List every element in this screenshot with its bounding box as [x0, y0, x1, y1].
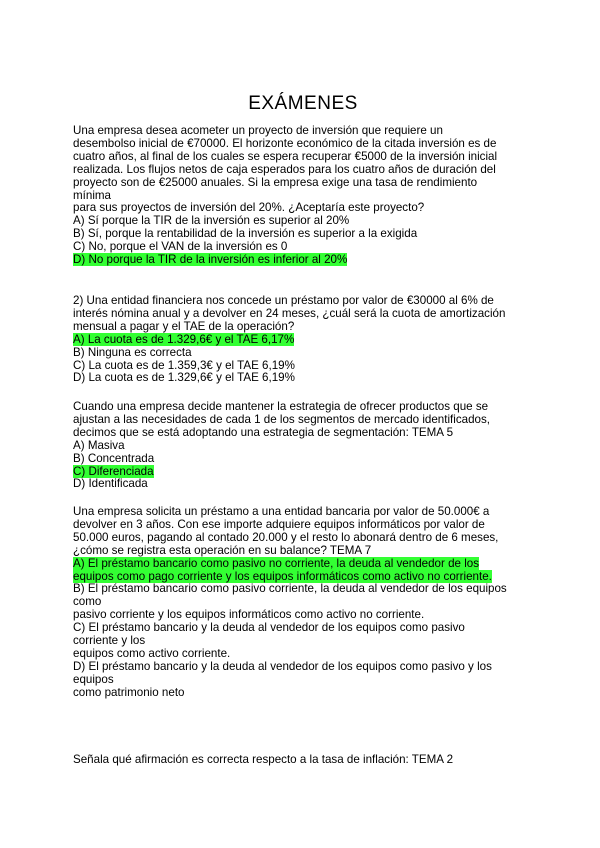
question-text-line: proyecto son de €25000 anuales. Si la empresa exige una tasa de rendimiento — [73, 175, 478, 189]
answer-option: equipos — [73, 672, 114, 686]
question-text-line: 2) Una entidad financiera nos concede un préstamo por valor de €30000 al 6% de — [73, 294, 494, 307]
question-text-line: ¿cómo se registra esta operación en su balance? TEMA 7 — [73, 543, 372, 557]
question-2 — [73, 295, 533, 385]
answer-option: B) El préstamo bancario como pasivo corriente, la deuda al vendedor de los equipos — [73, 582, 507, 596]
answer-option: D) La cuota es de 1.329,6€ y el TAE 6,19% — [73, 371, 295, 385]
question-text-line: Señala qué afirmación es correcta respecto a la tasa de inflación: TEMA 2 — [73, 753, 454, 766]
answer-option: corriente y los — [73, 634, 146, 648]
question-text-line: para sus proyectos de inversión del 20%. ¿Aceptaría este proyecto? — [73, 201, 425, 215]
question-4 — [73, 506, 533, 700]
answer-option: como — [73, 595, 102, 609]
question-1 — [73, 125, 533, 267]
answer-option-correct: D) No porque la TIR de la inversión es inferior al 20% — [73, 253, 348, 267]
question-text-line: mínima — [73, 188, 112, 202]
question-text-line: Cuando una empresa decide mantener la estrategia de ofrecer productos que se — [73, 400, 489, 413]
answer-option: B) Ninguna es correcta — [73, 345, 192, 359]
answer-option-correct: C) Diferenciada — [73, 464, 154, 478]
question-text-line: 50.000 euros, pagando al contado 20.000 y el resto lo abonará dentro de 6 meses, — [73, 530, 499, 544]
answer-option-correct: A) La cuota es de 1.329,6€ y el TAE 6,17% — [73, 332, 295, 346]
answer-option: equipos como activo corriente. — [73, 646, 231, 660]
answer-option: C) No, porque el VAN de la inversión es 0 — [73, 240, 288, 254]
question-text-line: ajustan a las necesidades de cada 1 de los segmentos de mercado identificados, — [73, 412, 490, 426]
question-text-line: decimos que se está adoptando una estrategia de segmentación: TEMA 5 — [73, 425, 454, 439]
answer-option: A) Masiva — [73, 438, 125, 452]
answer-option: B) Concentrada — [73, 451, 155, 465]
question-5 — [73, 754, 533, 767]
question-text-line: devolver en 3 años. Con ese importe adquiere equipos informáticos por valor de — [73, 517, 485, 531]
answer-option-correct: equipos como pago corriente y los equipos informáticos como activo no corriente. — [73, 569, 492, 583]
answer-option: como patrimonio neto — [73, 685, 185, 699]
page-title: EXÁMENES — [248, 93, 358, 114]
answer-option: A) Sí porque la TIR de la inversión es superior al 20% — [73, 214, 350, 228]
question-text-line: Una empresa solicita un préstamo a una entidad bancaria por valor de 50.000€ a — [73, 505, 490, 518]
question-text-line: Una empresa desea acometer un proyecto de inversión que requiere un — [73, 124, 443, 137]
answer-option: pasivo corriente y los equipos informáticos como activo no corriente. — [73, 608, 425, 622]
answer-option-correct: A) El préstamo bancario como pasivo no corriente, la deuda al vendedor de los — [73, 556, 480, 570]
question-3 — [73, 401, 533, 491]
answer-option: C) El préstamo bancario y la deuda al vendedor de los equipos como pasivo — [73, 621, 465, 635]
question-text-line: desembolso inicial de €70000. El horizonte económico de la citada inversión es de — [73, 136, 497, 150]
answer-option: C) La cuota es de 1.359,3€ y el TAE 6,19% — [73, 358, 295, 372]
answer-option: D) El préstamo bancario y la deuda al vendedor de los equipos como pasivo y los — [73, 659, 492, 673]
answer-option: B) Sí, porque la rentabilidad de la inversión es superior a la exigida — [73, 227, 418, 241]
answer-option: D) Identificada — [73, 477, 148, 491]
question-text-line: realizada. Los flujos netos de caja esperados para los cuatro años de duración del — [73, 162, 496, 176]
question-text-line: interés nómina anual y a devolver en 24 meses, ¿cuál será la cuota de amortización — [73, 306, 506, 320]
question-text-line: mensual a pagar y el TAE de la operación? — [73, 319, 295, 333]
question-text-line: cuatro años, al final de los cuales se espera recuperar €5000 de la inversión inicial — [73, 149, 498, 163]
